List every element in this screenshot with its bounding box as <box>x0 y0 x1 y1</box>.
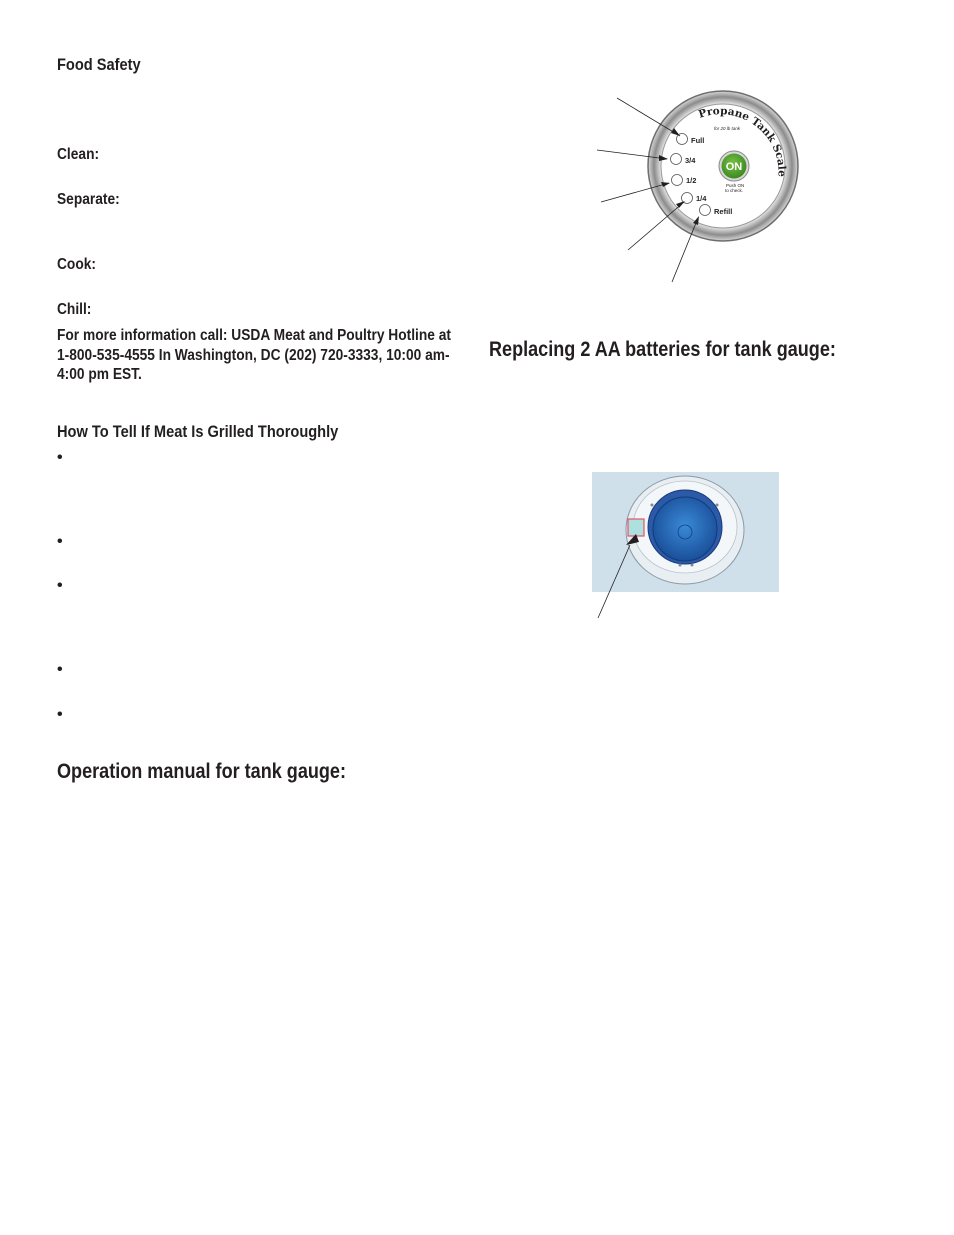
level-led-refill <box>700 205 711 216</box>
leader-line-latch <box>598 545 630 618</box>
hotline-info-line: 1-800-535-4555 In Washington, DC (202) 720-3333, 10:00 am- <box>57 346 450 364</box>
separate-label: Separate: <box>57 191 120 208</box>
bullet: • <box>57 577 63 594</box>
gauge-subtitle: for 20 lb tank <box>714 126 741 131</box>
latch-leader <box>595 530 645 625</box>
clean-label: Clean: <box>57 146 100 163</box>
on-button-label: ON <box>725 161 743 173</box>
bullet: • <box>57 661 63 678</box>
level-led-three-quarter <box>671 154 682 165</box>
leader-line-quarter <box>628 202 684 250</box>
level-label-quarter: 1/4 <box>696 194 707 203</box>
screw-dot <box>716 504 719 507</box>
level-led-half <box>672 175 683 186</box>
battery-cap <box>653 497 717 561</box>
screw-dot <box>679 564 682 567</box>
food-safety-title: Food Safety <box>57 55 141 74</box>
operation-title: Operation manual for tank gauge: <box>57 760 347 783</box>
meat-section-title: How To Tell If Meat Is Grilled Thoroughly <box>57 422 339 441</box>
bullet: • <box>57 706 63 723</box>
screw-dot <box>651 504 654 507</box>
propane-gauge-diagram <box>590 88 805 288</box>
hotline-info <box>57 326 451 385</box>
level-label-half: 1/2 <box>686 176 697 185</box>
level-label-three-quarter: 3/4 <box>685 156 696 165</box>
push-label-1: Push ON <box>726 183 745 188</box>
cook-label: Cook: <box>57 256 96 273</box>
hotline-info-line: For more information call: USDA Meat and Poultry Hotline at <box>57 327 451 344</box>
push-label-2: to check. <box>725 188 744 193</box>
battery-section-title: Replacing 2 AA batteries for tank gauge: <box>489 338 836 361</box>
bullet: • <box>57 533 63 550</box>
hotline-info-line: 4:00 pm EST. <box>57 366 142 383</box>
gauge-brand-path: Propane Tank Scale <box>697 105 788 178</box>
level-label-refill: Refill <box>714 207 733 216</box>
chill-label: Chill: <box>57 301 92 318</box>
level-label-full: Full <box>691 136 705 145</box>
screw-dot <box>691 564 694 567</box>
bullet: • <box>57 449 63 466</box>
